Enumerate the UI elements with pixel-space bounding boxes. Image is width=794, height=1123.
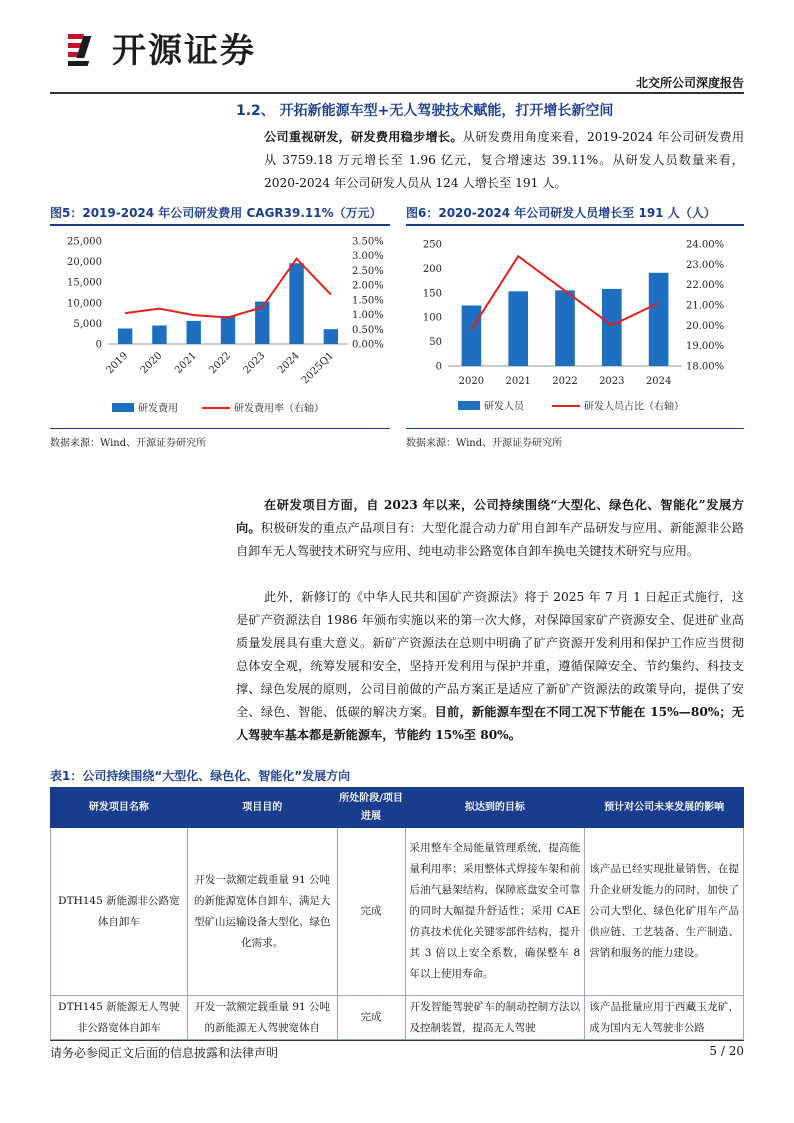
x-axis-tick-label: 2024 [645, 376, 672, 387]
left-axis-tick-label: 50 [429, 337, 442, 349]
x-axis-tick-label: 2021 [505, 376, 531, 387]
bar-2020 [462, 305, 482, 366]
left-axis-tick-label: 100 [422, 312, 442, 324]
rd-projects-table [50, 787, 744, 1040]
table-cell: DTH145 新能源无人驾驶非公路宽体自卸车 [51, 996, 188, 1040]
x-axis-tick-label: 2022 [552, 376, 578, 387]
table-cell: 开发一款额定载重量 91 公吨的新能源无人驾驶宽体自 [187, 996, 337, 1040]
figure5-bottom-rule [50, 428, 390, 429]
paragraph-body: 此外，新修订的《中华人民共和国矿产资源法》将于 2025 年 7 月 1 日起正式施行，这是矿产资源法自 1986 年颁布实施以来的第一次大修，对保障国家矿产资源安全、促进矿业高质量发展具有重大意义。新矿产资源法在总则中明确了矿产资源开发利用和保护工作应当贯彻总体安全观，统筹发展和安全，坚持开发利用与保护并重，遵循保障安全、节约集约、科技支撑、绿色发展的原则，公司目前做的产品方案正是适应了新矿产资源法的政策导向，提供了安全、绿色、智能、低碳的解决方案。 [236, 590, 744, 719]
bar-2021 [187, 321, 201, 344]
paragraph-body: 从研发费用角度来看，2019-2024 年公司研发费用从 3759.18 万元增长至 1.96 亿元，复合增速达 39.11%。从研发人员数量来看，2020-2024 年公司研发人员从 124 人增长至 191 人。 [264, 130, 745, 190]
x-axis-tick-label: 2020 [138, 350, 165, 377]
bar-2024 [649, 273, 669, 366]
table-cell: 完成 [337, 996, 405, 1040]
paragraph-rd-projects [236, 494, 744, 563]
right-axis-tick-label: 21.00% [686, 300, 725, 312]
left-axis-tick-label: 0 [95, 339, 102, 351]
left-axis-tick-label: 10,000 [67, 298, 102, 310]
legend-line-label: 研发费用率（右轴） [234, 403, 324, 415]
table-row [51, 828, 744, 996]
x-axis-tick-label: 2020 [458, 376, 485, 387]
right-axis-tick-label: 20.00% [686, 320, 725, 332]
table-cell: 该产品已经实现批量销售，在提升企业研发能力的同时，加快了公司大型化、绿色化矿用车产品供应链、工艺装备、生产制造、营销和服务的能力建设。 [585, 828, 744, 996]
bar-2023 [602, 289, 622, 366]
x-axis-tick-label: 2023 [599, 376, 625, 387]
figure6-chart-svg [406, 228, 744, 426]
company-logo-text: 开源证券 [112, 31, 256, 71]
figure6-bottom-rule [406, 428, 744, 429]
bar-2025Q1 [324, 329, 338, 344]
right-axis-tick-label: 0.50% [352, 324, 384, 336]
bar-2019 [118, 329, 132, 344]
table-row [51, 996, 744, 1040]
right-axis-tick-label: 24.00% [686, 239, 725, 251]
section-title: 1.2、 开拓新能源车型+无人驾驶技术赋能，打开增长新空间 [236, 103, 614, 119]
figure5-source: 数据来源：Wind、开源证券研究所 [50, 438, 207, 449]
left-axis-tick-label: 5,000 [73, 318, 102, 330]
right-axis-tick-label: 3.50% [352, 236, 384, 248]
company-logo-icon [68, 28, 108, 74]
table-cell: 完成 [337, 828, 405, 996]
x-axis-tick-label: 2022 [207, 350, 234, 377]
left-axis-tick-label: 25,000 [67, 236, 102, 248]
figure6-chart [406, 228, 744, 426]
figure6-top-rule [406, 224, 744, 226]
left-axis-tick-label: 150 [422, 288, 442, 300]
x-axis-tick-label: 2025Q1 [299, 350, 336, 387]
right-axis-tick-label: 22.00% [686, 280, 725, 292]
paragraph-lead: 在研发项目方面，自 2023 年以来，公司持续围绕“大型化、绿色化、智能化”发展方向。 [236, 498, 744, 535]
page-number: 5 / 20 [709, 1044, 744, 1058]
table1-title: 表1：公司持续围绕“大型化、绿色化、智能化”发展方向 [50, 769, 351, 783]
report-type-label: 北交所公司深度报告 [635, 76, 744, 90]
left-axis-tick-label: 200 [422, 263, 442, 275]
footer-rule [50, 1040, 744, 1041]
x-axis-tick-label: 2024 [275, 350, 302, 377]
bar-2024 [289, 263, 303, 344]
figure5-top-rule [50, 224, 390, 226]
right-axis-tick-label: 1.50% [352, 295, 384, 307]
right-axis-tick-label: 19.00% [686, 341, 725, 353]
table-header-cell: 项目目的 [187, 788, 337, 828]
table-cell: 开发一款额定载重量 91 公吨的新能源宽体自卸车，满足大型矿山运输设备大型化、绿色化需求。 [187, 828, 337, 996]
paragraph-rd-expense [264, 126, 744, 195]
paragraph-lead: 目前，新能源车型在不同工况下节能在 15%—80%；无人驾驶车基本都是新能源车，节能约 15%至 80%。 [236, 705, 744, 742]
paragraph-body: 积极研发的重点产品项目有：大型化混合动力矿用自卸车产品研发与应用、新能源非公路自卸车无人驾驶技术研究与应用、纯电动非公路宽体自卸车换电关键技术研究与应用。 [236, 521, 745, 558]
right-axis-tick-label: 23.00% [686, 259, 725, 271]
table-cell: 采用整车全局能量管理系统，提高能量利用率；采用整体式焊接车架和前后油气悬架结构，保障底盘安全可靠的同时大幅提升舒适性；采用 CAE 仿真技术优化关键零部件结构，提升其 3 倍以上安全系数，确保整车 8 年以上使用寿命。 [405, 828, 585, 996]
table-header-cell: 所处阶段/项目进展 [337, 788, 405, 828]
left-axis-tick-label: 250 [422, 239, 442, 251]
table-header-cell: 拟达到的目标 [405, 788, 585, 828]
table-header-row [51, 788, 744, 828]
table-cell: 开发智能驾驶矿车的制动控制方法以及控制装置，提高无人驾驶 [405, 996, 585, 1040]
right-axis-tick-label: 18.00% [686, 361, 725, 373]
table-cell: DTH145 新能源非公路宽体自卸车 [51, 828, 188, 996]
figure5-chart-svg [50, 228, 390, 426]
footer-disclaimer: 请务必参阅正文后面的信息披露和法律声明 [50, 1046, 279, 1060]
left-axis-tick-label: 20,000 [67, 257, 102, 269]
x-axis-tick-label: 2021 [173, 350, 199, 377]
x-axis-tick-label: 2023 [241, 350, 268, 377]
bar-2021 [508, 291, 528, 366]
right-axis-tick-label: 1.00% [352, 310, 384, 322]
legend-line-label: 研发人员占比（右轴） [584, 401, 684, 413]
right-axis-tick-label: 2.00% [352, 280, 384, 292]
bar-2020 [152, 325, 166, 344]
right-axis-tick-label: 0.00% [352, 339, 384, 351]
bar-2022 [555, 290, 575, 366]
legend-bar-swatch [112, 403, 134, 412]
paragraph-lead: 公司重视研发，研发费用稳步增长。 [264, 130, 463, 144]
figure5-title: 图5：2019-2024 年公司研发费用 CAGR39.11%（万元） [50, 206, 382, 220]
header-rule [50, 92, 744, 94]
table-header-cell: 研发项目名称 [51, 788, 188, 828]
legend-bar-swatch [458, 401, 480, 410]
right-axis-tick-label: 3.00% [352, 251, 384, 263]
table-cell: 该产品批量应用于西藏玉龙矿，成为国内无人驾驶非公路 [585, 996, 744, 1040]
bar-2022 [221, 316, 235, 344]
legend-bar-label: 研发费用 [138, 403, 178, 415]
left-axis-tick-label: 0 [435, 361, 442, 373]
table-header-cell: 预计对公司未来发展的影响 [585, 788, 744, 828]
legend-bar-label: 研发人员 [484, 401, 524, 413]
left-axis-tick-label: 15,000 [67, 277, 102, 289]
figure6-source: 数据来源：Wind、开源证券研究所 [406, 438, 563, 449]
figure5-chart [50, 228, 390, 426]
paragraph-mineral-law [236, 586, 744, 747]
x-axis-tick-label: 2019 [104, 350, 131, 377]
right-axis-tick-label: 2.50% [352, 265, 384, 277]
figure6-title: 图6：2020-2024 年公司研发人员增长至 191 人（人） [406, 206, 716, 220]
